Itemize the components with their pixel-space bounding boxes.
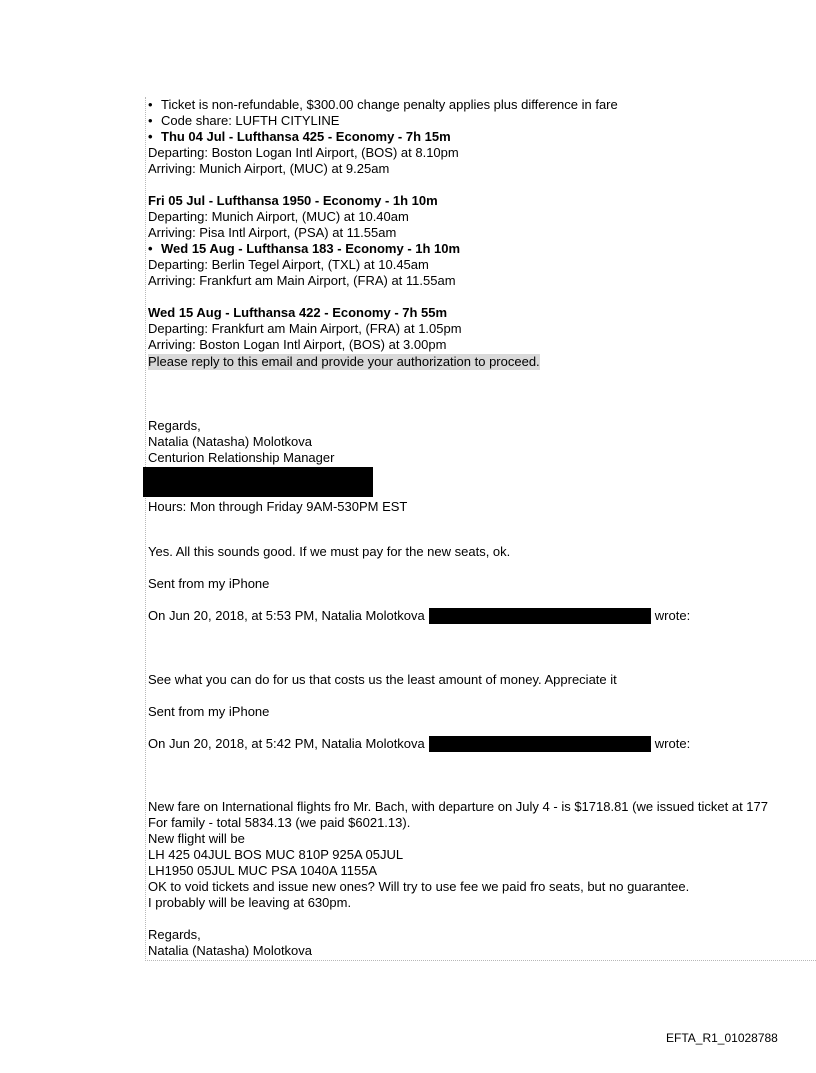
signature-name: Natalia (Natasha) Molotkova (148, 434, 313, 449)
flight-2-title: Fri 05 Jul - Lufthansa 1950 - Economy - 1h 10m (148, 193, 438, 208)
redaction-block (429, 608, 651, 624)
quote-header-prefix: On Jun 20, 2018, at 5:42 PM, Natalia Molotkova (148, 736, 425, 751)
reply-1-quote-header (148, 608, 690, 624)
signature-regards: Regards, (148, 418, 201, 433)
bullet-icon: • (148, 241, 153, 256)
quote-header-suffix: wrote: (654, 608, 691, 623)
original-line-6: OK to void tickets and issue new ones? Will try to use fee we paid fro seats, but no guarantee. (148, 879, 690, 894)
bullet-icon: • (148, 113, 153, 128)
redaction-block (143, 467, 373, 497)
bullet-icon: • (148, 129, 153, 144)
original-line-4: LH 425 04JUL BOS MUC 810P 925A 05JUL (148, 847, 404, 862)
flight-2-arriving: Arriving: Pisa Intl Airport, (PSA) at 11.55am (148, 225, 397, 240)
email-body (145, 97, 816, 961)
flight-3-departing: Departing: Berlin Tegel Airport, (TXL) at 10.45am (148, 257, 429, 272)
ticket-note-line (148, 97, 618, 113)
flight-4-departing: Departing: Frankfurt am Main Airport, (FRA) at 1.05pm (148, 321, 462, 336)
bullet-icon: • (148, 97, 153, 112)
flight-4-title: Wed 15 Aug - Lufthansa 422 - Economy - 7h 55m (148, 305, 448, 320)
original-line-5: LH1950 05JUL MUC PSA 1040A 1155A (148, 863, 378, 878)
code-share: Code share: LUFTH CITYLINE (161, 113, 340, 128)
flight-4-arriving: Arriving: Boston Logan Intl Airport, (BOS) at 3.00pm (148, 337, 447, 352)
reply-1-text: Yes. All this sounds good. If we must pay for the new seats, ok. (148, 544, 511, 559)
signature-title: Centurion Relationship Manager (148, 450, 335, 465)
code-share-line (148, 113, 339, 129)
flight-1-title-line (148, 129, 451, 145)
signature-hours: Hours: Mon through Friday 9AM-530PM EST (148, 499, 408, 514)
reply-request: Please reply to this email and provide your authorization to proceed. (148, 354, 540, 369)
original-name: Natalia (Natasha) Molotkova (148, 943, 313, 958)
original-regards: Regards, (148, 927, 201, 942)
reply-2-quote-header (148, 736, 690, 752)
original-line-2: For family - total 5834.13 (we paid $6021.13). (148, 815, 411, 830)
flight-2-departing: Departing: Munich Airport, (MUC) at 10.40am (148, 209, 409, 224)
quote-header-prefix: On Jun 20, 2018, at 5:53 PM, Natalia Molotkova (148, 608, 425, 623)
reply-2-text: See what you can do for us that costs us the least amount of money. Appreciate it (148, 672, 617, 687)
flight-3-title-line (148, 241, 460, 257)
flight-1-title: Thu 04 Jul - Lufthansa 425 - Economy - 7h 15m (161, 129, 451, 144)
document-id: EFTA_R1_01028788 (666, 1031, 778, 1045)
quote-header-suffix: wrote: (654, 736, 691, 751)
original-line-1: New fare on International flights fro Mr. Bach, with departure on July 4 - is $1718.81 (we issued ticket at 177 (148, 799, 768, 814)
flight-3-arriving: Arriving: Frankfurt am Main Airport, (FRA) at 11.55am (148, 273, 456, 288)
flight-1-departing: Departing: Boston Logan Intl Airport, (BOS) at 8.10pm (148, 145, 459, 160)
flight-3-title: Wed 15 Aug - Lufthansa 183 - Economy - 1h 10m (161, 241, 461, 256)
ticket-note: Ticket is non-refundable, $300.00 change penalty applies plus difference in fare (161, 97, 618, 112)
original-line-7: I probably will be leaving at 630pm. (148, 895, 352, 910)
original-line-3: New flight will be (148, 831, 245, 846)
reply-2-sent-from: Sent from my iPhone (148, 704, 270, 719)
reply-1-sent-from: Sent from my iPhone (148, 576, 270, 591)
flight-1-arriving: Arriving: Munich Airport, (MUC) at 9.25am (148, 161, 390, 176)
redaction-block (429, 736, 651, 752)
